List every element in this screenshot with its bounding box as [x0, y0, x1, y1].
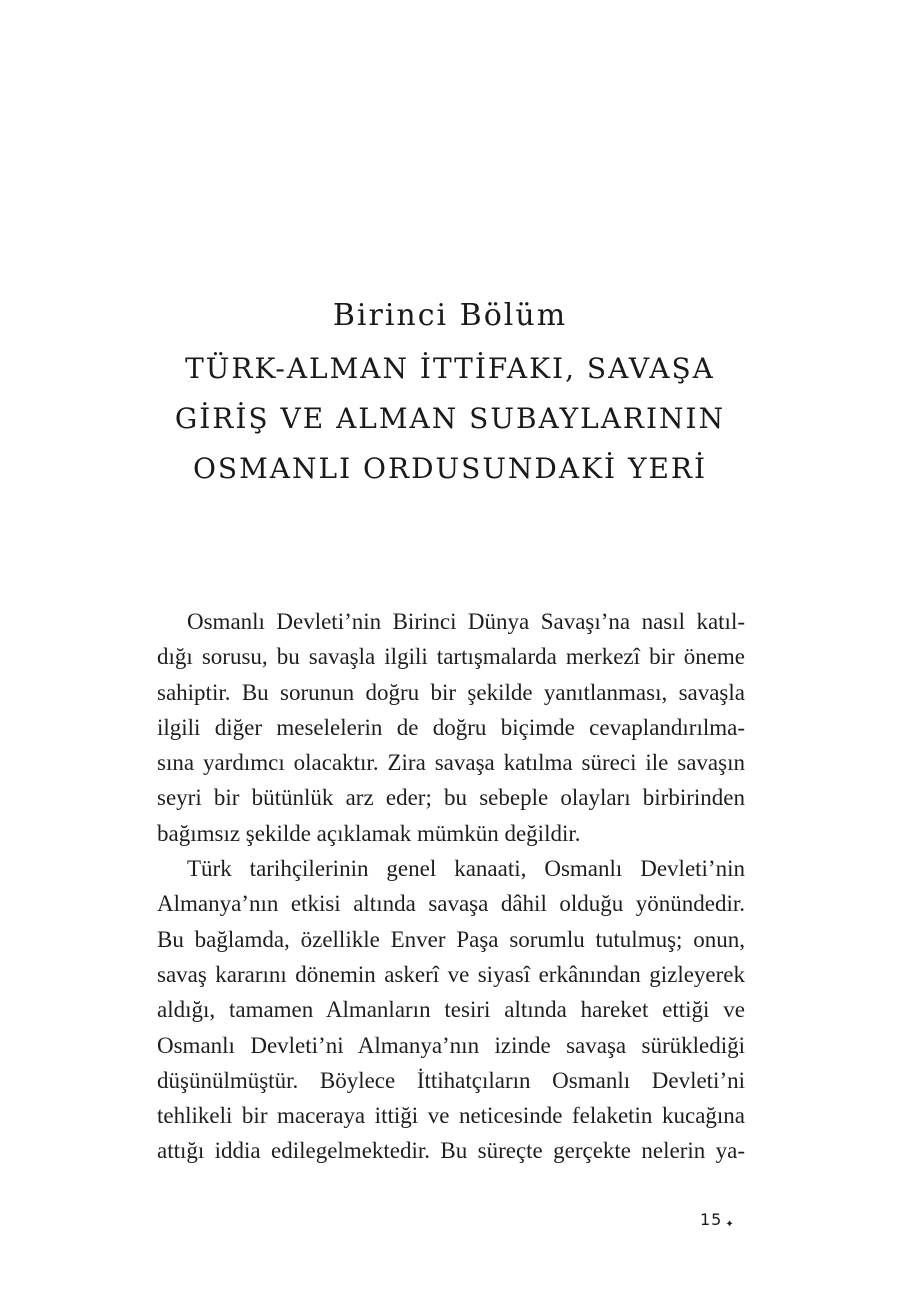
text-line: Osmanlı Devleti’ni Almanya’nın izinde savaşa sürüklediği	[157, 1032, 745, 1058]
text-line: savaş kararını dönemin askerî ve siyasî erkânından gizleyerek	[157, 961, 745, 987]
star-ornament-icon: ✦	[725, 1219, 735, 1230]
chapter-title-line-3: OSMANLI ORDUSUNDAKİ YERİ	[192, 452, 708, 485]
text-line: ilgili diğer meselelerin de doğru biçimde cevaplandırılma-	[157, 714, 745, 740]
chapter-label: Birinci Bölüm	[332, 298, 568, 333]
text-line: düşünülmüştür. Böylece İttihatçıların Osmanlı Devleti’ni	[157, 1067, 745, 1093]
chapter-title-line-2: GİRİŞ VE ALMAN SUBAYLARININ	[174, 402, 726, 435]
text-line: bağımsız şekilde açıklamak mümkün değildir.	[157, 820, 581, 846]
paragraph-2	[157, 851, 745, 1169]
text-line: aldığı, tamamen Almanların tesiri altında hareket ettiği ve	[157, 997, 745, 1023]
text-line: sına yardımcı olacaktır. Zira savaşa katılma süreci ile savaşın	[157, 750, 745, 776]
text-line: tehlikeli bir maceraya ittiği ve neticesinde felaketin kucağına	[157, 1103, 745, 1129]
text-line: seyri bir bütünlük arz eder; bu sebeple olayları birbirinden	[157, 785, 745, 811]
text-line: Almanya’nın etkisi altında savaşa dâhil olduğu yönündedir.	[157, 891, 745, 917]
chapter-heading	[0, 288, 900, 494]
chapter-title-line-1: TÜRK-ALMAN İTTİFAKI, SAVAŞA	[185, 352, 715, 385]
page-number: 15	[700, 1210, 723, 1229]
text-line: attığı iddia edilegelmektedir. Bu süreçte gerçekte nelerin ya-	[157, 1138, 745, 1164]
text-line: sahiptir. Bu sorunun doğru bir şekilde yanıtlanması, savaşla	[157, 679, 745, 705]
text-line: Osmanlı Devleti’nin Birinci Dünya Savaşı’na nasıl katıl-	[187, 609, 745, 634]
text-line: Türk tarihçilerinin genel kanaati, Osmanlı Devleti’nin	[187, 856, 745, 882]
text-line: dığı sorusu, bu savaşla ilgili tartışmalarda merkezî bir öneme	[157, 644, 745, 670]
text-line: Bu bağlamda, özellikle Enver Paşa sorumlu tutulmuş; onun,	[157, 926, 745, 952]
page-footer	[700, 1210, 735, 1229]
paragraph-1	[157, 604, 745, 851]
body-text	[157, 604, 745, 1169]
